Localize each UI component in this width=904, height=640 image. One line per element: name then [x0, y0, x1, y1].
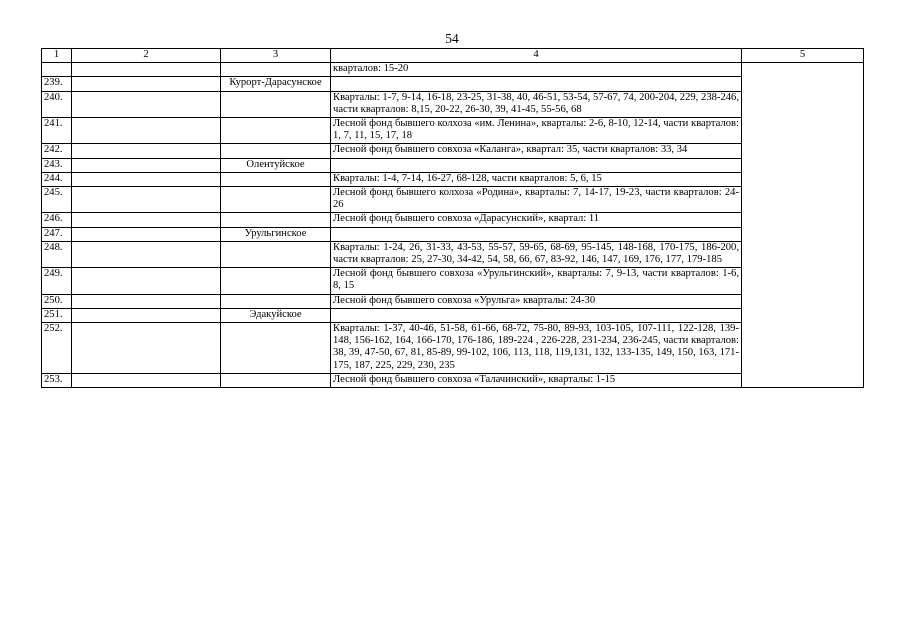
table-row: [42, 187, 864, 213]
table-row: [42, 91, 864, 117]
column-2-cell: [72, 144, 221, 158]
description-cell: Лесной фонд бывшего совхоза «Урульгинский», кварталы: 7, 9-13, части кварталов: 1-6, 8, 15: [331, 268, 742, 294]
column-header: 2: [72, 49, 221, 63]
row-number-cell: 251.: [42, 308, 72, 322]
table-row: [42, 294, 864, 308]
column-5-cell: [742, 63, 864, 388]
column-2-cell: [72, 308, 221, 322]
table-row: [42, 158, 864, 172]
description-cell: Лесной фонд бывшего совхоза «Талачинский», кварталы: 1-15: [331, 373, 742, 387]
settlement-name-cell: [221, 172, 331, 186]
row-number-cell: 253.: [42, 373, 72, 387]
description-cell: Кварталы: 1-37, 40-46, 51-58, 61-66, 68-72, 75-80, 89-93, 103-105, 107-111, 122-128, 139-148, 156-162, 164, 166-170, 176-186, 189-224 , 226-228, 231-234, 236-245, части кварталов: 38, 39, 47-50, 67, 81, 85-89, 99-102, 106, 113, 118, 119,131, 132, 133-135, 149, 150, 163, 171-175, 187, 225, 229, 230, 235: [331, 323, 742, 374]
table-row: [42, 77, 864, 91]
description-cell: Лесной фонд бывшего совхоза «Урульга» кварталы: 24-30: [331, 294, 742, 308]
table-row: [42, 63, 864, 77]
column-header: 3: [221, 49, 331, 63]
row-number-cell: 246.: [42, 213, 72, 227]
settlement-name-cell: [221, 187, 331, 213]
settlement-name-cell: [221, 241, 331, 267]
settlement-name-cell: Курорт-Дарасунское: [221, 77, 331, 91]
forest-quarters-table: [41, 48, 864, 388]
settlement-name-cell: [221, 144, 331, 158]
column-2-cell: [72, 241, 221, 267]
column-2-cell: [72, 158, 221, 172]
column-2-cell: [72, 187, 221, 213]
row-number-cell: 247.: [42, 227, 72, 241]
column-2-cell: [72, 91, 221, 117]
column-2-cell: [72, 323, 221, 374]
column-2-cell: [72, 373, 221, 387]
settlement-name-cell: Урульгинское: [221, 227, 331, 241]
description-cell: [331, 227, 742, 241]
description-cell: Лесной фонд бывшего совхоза «Дарасунский», квартал: 11: [331, 213, 742, 227]
row-number-cell: 243.: [42, 158, 72, 172]
header-row: [42, 49, 864, 63]
table-row: [42, 373, 864, 387]
column-2-cell: [72, 77, 221, 91]
description-cell: Лесной фонд бывшего колхоза «им. Ленина», кварталы: 2-6, 8-10, 12-14, части кварталов: 1, 7, 11, 15, 17, 18: [331, 118, 742, 144]
row-number-cell: 252.: [42, 323, 72, 374]
settlement-name-cell: [221, 373, 331, 387]
table-row: [42, 227, 864, 241]
column-header: 4: [331, 49, 742, 63]
description-cell: Лесной фонд бывшего колхоза «Родина», кварталы: 7, 14-17, 19-23, части кварталов: 24-26: [331, 187, 742, 213]
column-2-cell: [72, 63, 221, 77]
settlement-name-cell: [221, 118, 331, 144]
row-number-cell: 244.: [42, 172, 72, 186]
column-2-cell: [72, 213, 221, 227]
description-cell: [331, 308, 742, 322]
table-row: [42, 308, 864, 322]
column-2-cell: [72, 268, 221, 294]
settlement-name-cell: [221, 323, 331, 374]
row-number-cell: 250.: [42, 294, 72, 308]
row-number-cell: 249.: [42, 268, 72, 294]
settlement-name-cell: [221, 91, 331, 117]
settlement-name-cell: [221, 268, 331, 294]
description-cell: Кварталы: 1-7, 9-14, 16-18, 23-25, 31-38, 40, 46-51, 53-54, 57-67, 74, 200-204, 229, 238-246, части кварталов: 8,15, 20-22, 26-30, 39, 41-45, 55-56, 68: [331, 91, 742, 117]
settlement-name-cell: [221, 213, 331, 227]
table-body: [42, 49, 864, 388]
description-cell: кварталов: 15-20: [331, 63, 742, 77]
table-row: [42, 118, 864, 144]
table-row: [42, 172, 864, 186]
table-row: [42, 241, 864, 267]
column-header: 1: [42, 49, 72, 63]
column-2-cell: [72, 172, 221, 186]
row-number-cell: 242.: [42, 144, 72, 158]
description-cell: Лесной фонд бывшего совхоза «Каланга», квартал: 35, части кварталов: 33, 34: [331, 144, 742, 158]
description-cell: [331, 158, 742, 172]
row-number-cell: 239.: [42, 77, 72, 91]
column-2-cell: [72, 294, 221, 308]
table-row: [42, 268, 864, 294]
row-number-cell: 241.: [42, 118, 72, 144]
settlement-name-cell: [221, 294, 331, 308]
settlement-name-cell: Олентуйское: [221, 158, 331, 172]
table-row: [42, 144, 864, 158]
description-cell: Кварталы: 1-4, 7-14, 16-27, 68-128, части кварталов: 5, 6, 15: [331, 172, 742, 186]
page-number: 54: [445, 31, 459, 46]
description-cell: Кварталы: 1-24, 26, 31-33, 43-53, 55-57, 59-65, 68-69, 95-145, 148-168, 170-175, 186-200, части кварталов: 25, 27-30, 34-42, 54, 58, 66, 67, 83-92, 146, 147, 169, 176, 177, 179-185: [331, 241, 742, 267]
description-cell: [331, 77, 742, 91]
table-row: [42, 213, 864, 227]
column-2-cell: [72, 118, 221, 144]
row-number-cell: 240.: [42, 91, 72, 117]
row-number-cell: 245.: [42, 187, 72, 213]
settlement-name-cell: Эдакуйское: [221, 308, 331, 322]
settlement-name-cell: [221, 63, 331, 77]
column-header: 5: [742, 49, 864, 63]
row-number-cell: 248.: [42, 241, 72, 267]
row-number-cell: [42, 63, 72, 77]
column-2-cell: [72, 227, 221, 241]
table-row: [42, 323, 864, 374]
